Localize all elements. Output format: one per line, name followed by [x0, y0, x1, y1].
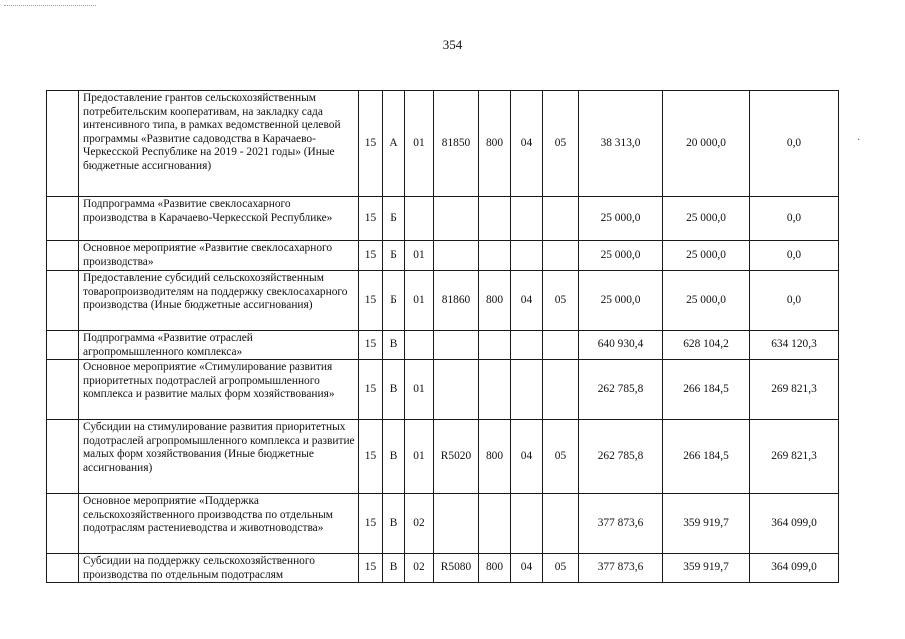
section-code: [511, 241, 543, 271]
row-name: Основное мероприятие «Поддержка сельскохозяйственного производства по отдельным подотраслям растениеводства и животноводства»: [79, 494, 359, 554]
section-code: [511, 197, 543, 241]
amount-year-3: 0,0: [750, 241, 839, 271]
expense-type-code: 800: [479, 271, 511, 331]
event-code: 01: [405, 360, 434, 420]
table-row: [47, 271, 839, 331]
program-code: 15: [359, 554, 383, 583]
direction-code: R5080: [434, 554, 479, 583]
event-code: 01: [405, 91, 434, 197]
event-code: 02: [405, 494, 434, 554]
subsection-code: [543, 331, 579, 360]
program-code: 15: [359, 197, 383, 241]
subprogram-code: Б: [383, 241, 405, 271]
event-code: 01: [405, 271, 434, 331]
subprogram-code: В: [383, 554, 405, 583]
section-code: [511, 494, 543, 554]
expense-type-code: [479, 494, 511, 554]
direction-code: [434, 331, 479, 360]
direction-code: R5020: [434, 420, 479, 494]
amount-year-1: 640 930,4: [579, 331, 663, 360]
expense-type-code: [479, 360, 511, 420]
subprogram-code: В: [383, 494, 405, 554]
subsection-code: [543, 360, 579, 420]
amount-year-3: 0,0: [750, 197, 839, 241]
empty-index-cell: [47, 420, 79, 494]
amount-year-3: 0,0: [750, 271, 839, 331]
empty-index-cell: [47, 241, 79, 271]
amount-year-1: 25 000,0: [579, 241, 663, 271]
amount-year-1: 377 873,6: [579, 554, 663, 583]
margin-mark: ·: [857, 135, 861, 146]
section-code: [511, 360, 543, 420]
program-code: 15: [359, 91, 383, 197]
table-row: [47, 494, 839, 554]
subsection-code: 05: [543, 91, 579, 197]
section-code: 04: [511, 420, 543, 494]
amount-year-1: 262 785,8: [579, 420, 663, 494]
program-code: 15: [359, 494, 383, 554]
row-name: Субсидии на стимулирование развития приоритетных подотраслей агропромышленного комплекса и развитие малых форм хозяйствования (Иные бюджетные ассигнования): [79, 420, 359, 494]
amount-year-1: 377 873,6: [579, 494, 663, 554]
event-code: 02: [405, 554, 434, 583]
direction-code: [434, 197, 479, 241]
table-row: [47, 197, 839, 241]
row-name: Предоставление грантов сельскохозяйственным потребительским кооперативам, на закладку сада интенсивного типа, в рамках ведомственной целевой программы «Развитие садоводства в Карачаево-Черкесской Республике на 2019 - 2021 годы» (Иные бюджетные ассигнования): [79, 91, 359, 197]
subsection-code: 05: [543, 271, 579, 331]
direction-code: 81850: [434, 91, 479, 197]
row-name: Основное мероприятие «Стимулирование развития приоритетных подотраслей агропромышленного комплекса и развитие малых форм хозяйствования»: [79, 360, 359, 420]
subsection-code: [543, 494, 579, 554]
empty-index-cell: [47, 494, 79, 554]
amount-year-1: 38 313,0: [579, 91, 663, 197]
subsection-code: [543, 241, 579, 271]
subsection-code: 05: [543, 554, 579, 583]
amount-year-2: 266 184,5: [663, 360, 750, 420]
subprogram-code: А: [383, 91, 405, 197]
empty-index-cell: [47, 360, 79, 420]
table-row: [47, 360, 839, 420]
row-name: Основное мероприятие «Развитие свеклосахарного производства»: [79, 241, 359, 271]
subprogram-code: Б: [383, 271, 405, 331]
direction-code: [434, 241, 479, 271]
table-row: [47, 91, 839, 197]
section-code: 04: [511, 91, 543, 197]
amount-year-1: 25 000,0: [579, 271, 663, 331]
amount-year-3: 269 821,3: [750, 420, 839, 494]
empty-index-cell: [47, 554, 79, 583]
direction-code: [434, 360, 479, 420]
section-code: 04: [511, 554, 543, 583]
row-name: Подпрограмма «Развитие отраслей агропромышленного комплекса»: [79, 331, 359, 360]
expense-type-code: 800: [479, 554, 511, 583]
section-code: 04: [511, 271, 543, 331]
table-row: [47, 241, 839, 271]
program-code: 15: [359, 271, 383, 331]
empty-index-cell: [47, 91, 79, 197]
amount-year-2: 628 104,2: [663, 331, 750, 360]
expense-type-code: 800: [479, 420, 511, 494]
empty-index-cell: [47, 331, 79, 360]
amount-year-3: 0,0: [750, 91, 839, 197]
subprogram-code: В: [383, 360, 405, 420]
event-code: [405, 197, 434, 241]
subprogram-code: Б: [383, 197, 405, 241]
event-code: 01: [405, 420, 434, 494]
amount-year-3: 364 099,0: [750, 554, 839, 583]
amount-year-3: 364 099,0: [750, 494, 839, 554]
amount-year-2: 25 000,0: [663, 197, 750, 241]
amount-year-2: 266 184,5: [663, 420, 750, 494]
subprogram-code: В: [383, 331, 405, 360]
amount-year-2: 20 000,0: [663, 91, 750, 197]
event-code: 01: [405, 241, 434, 271]
program-code: 15: [359, 331, 383, 360]
program-code: 15: [359, 420, 383, 494]
expense-type-code: 800: [479, 91, 511, 197]
amount-year-3: 634 120,3: [750, 331, 839, 360]
empty-index-cell: [47, 197, 79, 241]
amount-year-1: 262 785,8: [579, 360, 663, 420]
amount-year-1: 25 000,0: [579, 197, 663, 241]
program-code: 15: [359, 241, 383, 271]
row-name: Подпрограмма «Развитие свеклосахарного производства в Карачаево-Черкесской Республике»: [79, 197, 359, 241]
amount-year-2: 25 000,0: [663, 271, 750, 331]
section-code: [511, 331, 543, 360]
event-code: [405, 331, 434, 360]
empty-index-cell: [47, 271, 79, 331]
table-row: [47, 554, 839, 583]
amount-year-2: 25 000,0: [663, 241, 750, 271]
expense-type-code: [479, 197, 511, 241]
table-body: [47, 91, 839, 583]
table-row: [47, 420, 839, 494]
amount-year-3: 269 821,3: [750, 360, 839, 420]
expense-type-code: [479, 241, 511, 271]
amount-year-2: 359 919,7: [663, 494, 750, 554]
program-code: 15: [359, 360, 383, 420]
row-name: Предоставление субсидий сельскохозяйственным товаропроизводителям на поддержку свеклосахарного производства (Иные бюджетные ассигнования): [79, 271, 359, 331]
page-number: 354: [442, 37, 463, 52]
expense-type-code: [479, 331, 511, 360]
direction-code: 81860: [434, 271, 479, 331]
budget-table: [46, 90, 839, 583]
subsection-code: 05: [543, 420, 579, 494]
row-name: Субсидии на поддержку сельскохозяйственного производства по отдельным подотраслям: [79, 554, 359, 583]
amount-year-2: 359 919,7: [663, 554, 750, 583]
table-row: [47, 331, 839, 360]
subsection-code: [543, 197, 579, 241]
subprogram-code: В: [383, 420, 405, 494]
direction-code: [434, 494, 479, 554]
scan-top-line: [4, 5, 96, 6]
